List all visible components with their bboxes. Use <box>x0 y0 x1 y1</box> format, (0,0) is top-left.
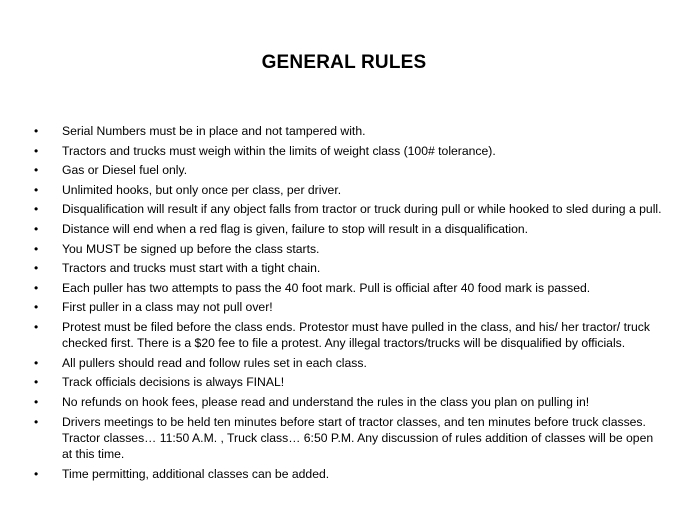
rule-item <box>34 260 664 276</box>
bullet-icon: • <box>34 300 39 315</box>
bullet-icon: • <box>34 143 39 158</box>
rule-text: Drivers meetings to be held ten minutes before start of tractor classes, and ten minutes before truck classes. Tractor classes… 11:50 A.M. , Truck class… 6:50 P.M. Any discussion of rules addition of classes will be open at this time. <box>62 414 654 461</box>
rule-item <box>34 299 664 315</box>
rule-item <box>34 280 664 296</box>
bullet-icon: • <box>34 182 39 197</box>
bullet-icon: • <box>34 163 39 178</box>
rule-text: You MUST be signed up before the class starts. <box>62 241 320 256</box>
rule-text: Serial Numbers must be in place and not tampered with. <box>62 124 366 138</box>
bullet-icon: • <box>34 280 39 295</box>
rule-text: All pullers should read and follow rules set in each class. <box>62 355 367 370</box>
bullet-icon: • <box>34 221 39 236</box>
rule-item <box>34 182 664 198</box>
rule-text: First puller in a class may not pull over! <box>62 300 273 315</box>
rule-text: Tractors and trucks must weigh within the limits of weight class (100# tolerance). <box>62 143 496 158</box>
rule-text: Disqualification will result if any object falls from tractor or truck during pull or while hooked to sled during a pull. <box>62 202 662 217</box>
rule-text: Each puller has two attempts to pass the 40 foot mark. Pull is official after 40 food mark is passed. <box>62 280 591 295</box>
page-title: GENERAL RULES <box>261 52 427 73</box>
rules-list <box>34 123 664 485</box>
rule-text: Tractors and trucks must start with a tight chain. <box>62 261 321 276</box>
bullet-icon: • <box>34 261 39 276</box>
bullet-icon: • <box>34 202 39 217</box>
bullet-icon: • <box>34 414 39 429</box>
rule-item <box>34 123 664 139</box>
rule-item <box>34 143 664 159</box>
bullet-icon: • <box>34 466 39 481</box>
rule-text: Distance will end when a red flag is given, failure to stop will result in a disqualification. <box>62 221 529 236</box>
rule-item <box>34 374 664 390</box>
bullet-icon: • <box>34 124 39 138</box>
rule-item <box>34 466 664 482</box>
rule-item <box>34 319 664 351</box>
rule-item <box>34 241 664 257</box>
rule-item <box>34 162 664 178</box>
rule-text: No refunds on hook fees, please read and understand the rules in the class you plan on pulling in! <box>62 394 590 409</box>
rule-item <box>34 394 664 410</box>
rule-item <box>34 414 664 463</box>
rule-text: Track officials decisions is always FINAL! <box>62 375 285 390</box>
rule-item <box>34 355 664 371</box>
bullet-icon: • <box>34 319 39 334</box>
rule-text: Time permitting, additional classes can be added. <box>62 466 330 481</box>
bullet-icon: • <box>34 241 39 256</box>
rule-item <box>34 221 664 237</box>
bullet-icon: • <box>34 394 39 409</box>
bullet-icon: • <box>34 355 39 370</box>
bullet-icon: • <box>34 375 39 390</box>
rule-text: Gas or Diesel fuel only. <box>62 163 188 178</box>
rule-item <box>34 201 664 217</box>
rule-text: Protest must be filed before the class ends. Protestor must have pulled in the class, and his/ her tractor/ truck checked first. There is a $20 fee to file a protest. Any illegal tractors/trucks will be disqualified by officials. <box>62 319 650 351</box>
rule-text: Unlimited hooks, but only once per class, per driver. <box>62 182 342 197</box>
